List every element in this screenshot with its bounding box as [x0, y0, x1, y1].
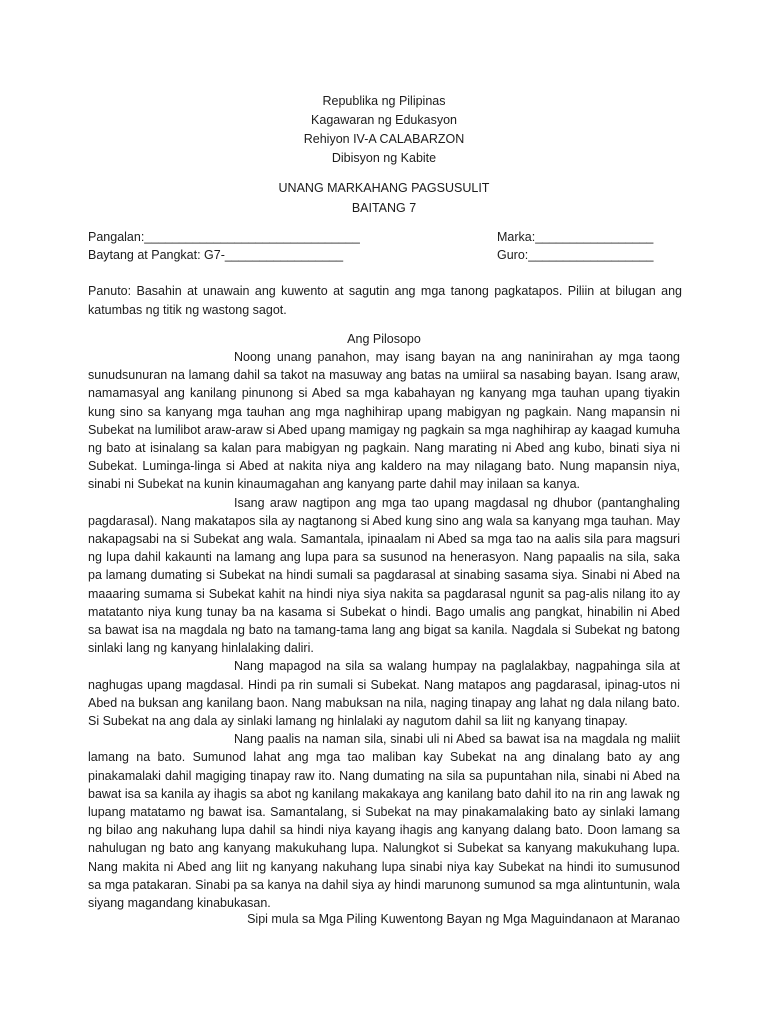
story-paragraph-4: Nang paalis na naman sila, sinabi uli ni Abed sa bawat isa na magdala ng maliit lamang na bato. Sumunod lahat ang mga tao maliban kay Subekat na ang dinalang bato ay ang pinakamalaki dahil magiging tinapay raw ito. Nang dumating na sila sa pupuntahan nila, sinabi ni Abed na bawat isa sa kanila ay ihagis sa abot ng kanilang makakaya ang kanilang bato dahil ito na rin ang lawak ng lupang matatamo ng bawat isa. Samantalang, si Subekat na may pinakamalaking bato ay sinlaki lamang ng bilao ang nakuhang lupa dahil sa hindi niya kayang ihagis ang kanyang dalang bato. Doon lamang sa nahulugan ng bato ang kanyang makukuhang lupa. Nalungkot si Subekat sa kanyang makukuhang lupa. Nang makita ni Abed ang liit ng kanyang nakuhang lupa sinabi niya kay Subekat na hindi ito sumusunod sa mga patakaran. Sinabi pa sa kanya na dahil siya ay hindi marunong sumunod sa mga alintuntunin, wala siyang magandang kinabukasan.: [88, 732, 680, 911]
instructions: Panuto: Basahin at unawain ang kuwento at sagutin ang mga tanong pagkatapos. Piliin at bilugan ang katumbas ng titik ng wastong sagot.: [88, 284, 682, 317]
story-paragraph-3: Nang mapagod na sila sa walang humpay na paglalakbay, nagpahinga sila at naghugas upang magdasal. Hindi pa rin sumali si Subekat. Nang matapos ang pagdarasal, ipinag-utos ni Abed na buksan ang kanilang baon. Nang mabuksan na nila, naging tinapay ang lahat ng dala nilang bato. Si Subekat na ang dala ay sinlaki lamang ng hinlalaki ay nagutom dahil sa liit ng kanyang tinapay.: [88, 659, 680, 729]
story-title: Ang Pilosopo: [347, 332, 421, 346]
exam-title: UNANG MARKAHANG PAGSUSULIT: [278, 181, 490, 195]
story-body: [88, 348, 680, 912]
grade-section-field: Baytang at Pangkat: G7-_________________: [88, 248, 344, 262]
exam-titles: [0, 178, 768, 218]
header-line-department: Kagawaran ng Edukasyon: [311, 113, 457, 127]
story-paragraph-2: Isang araw nagtipon ang mga tao upang magdasal ng dhubor (pantanghaling pagdarasal). Nang makatapos sila ay nagtanong si Abed kung sino ang wala sa kanyang mga tauhan. May nakapagsabi na si Subekat ang wala. Samantala, ipinaalam ni Abed sa mga tao na aalis sila para magsuri ng lupa dahil kakaunti na lamang ang lupa para sa susunod na henerasyon. Nang papaalis na sila, saka pa lamang dumating si Subekat na hindi sumali sa pagdarasal at sinabing sasama siya. Sinabi ni Abed na maaaring sumama si Subekat kahit na hindi niya siya nakita sa pagdarasal ngunit sa pag-alis nilang ito ay matatanto niya kung tunay ba na kasama si Subekat o hindi. Bago umalis ang pangkat, hinabilin ni Abed sa bawat isa na magdala ng bato na tamang-tama lang ang bigat sa kanila. Nagdala si Subekat ng batong sinlaki lang ng kanyang hinlalaking daliri.: [88, 495, 680, 656]
school-header: [0, 92, 768, 168]
teacher-field: Guro:__________________: [497, 248, 654, 262]
header-line-region: Rehiyon IV-A CALABARZON: [303, 132, 465, 146]
story-paragraph-1: Noong unang panahon, may isang bayan na ang naninirahan ay mga taong sunudsunuran na lamang dahil sa takot na masuway ang batas na umiiral sa nasabing bayan. Isang araw, namamasyal ang kanilang pinunong si Abed sa mga kabahayan ng kanyang mga tauhan upang tiyakin kung sino sa kanyang mga tauhan ang mga naghihirap upang mabigyan ng pagkain. Nang mapansin ni Subekat na lumilibot araw-araw si Abed upang mamigay ng pagkain sa mga naghihirap ay kaagad kumuha ng bato at isinalang sa kalan para mabigyan ng pagkain. Nang marating ni Abed ang kubo, binati siya ni Subekat. Luminga-linga si Abed at nakita niya ang kaldero na may nilagang bato. Nung mapansin niya, sinabi ni Subekat na kunin kinaumagahan ang kanyang parte dahil may inilaan sa kanya.: [88, 350, 680, 492]
grade-level: BAITANG 7: [351, 201, 417, 215]
source-citation: Sipi mula sa Mga Piling Kuwentong Bayan ng Mga Maguindanaon at Maranao: [247, 912, 680, 926]
name-field: Pangalan:_______________________________: [88, 230, 360, 244]
header-line-republic: Republika ng Pilipinas: [322, 94, 446, 108]
score-field: Marka:_________________: [497, 230, 654, 244]
header-line-division: Dibisyon ng Kabite: [331, 151, 437, 165]
